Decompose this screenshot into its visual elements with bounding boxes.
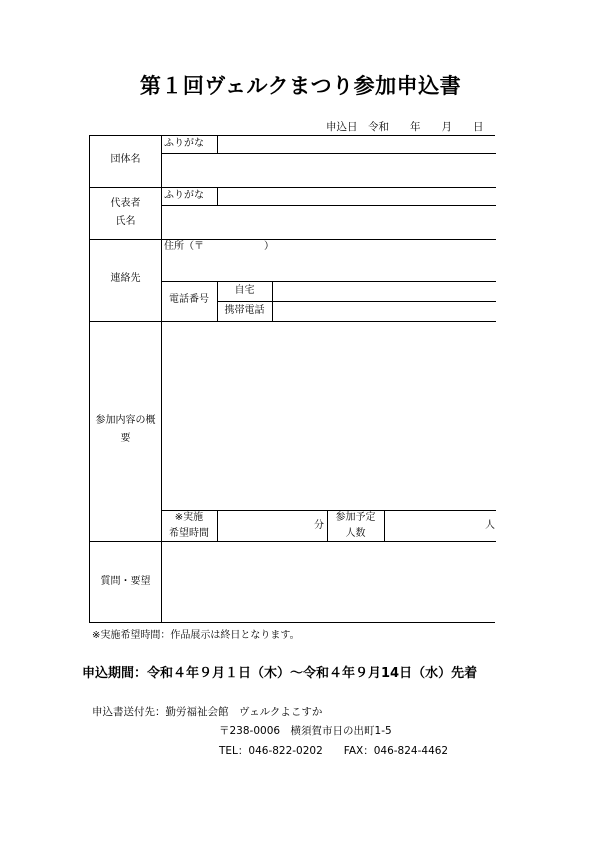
questions-label: 質問・要望 bbox=[100, 576, 151, 587]
time-label-cont: 希望時間 bbox=[169, 528, 209, 539]
divider bbox=[90, 239, 496, 240]
send-to-line-2: 〒238-0006 横須賀市日の出町1-5 bbox=[219, 725, 392, 737]
send-to-line-3: TEL：046-822-0202 FAX：046-824-4462 bbox=[219, 745, 449, 757]
representative-name-label: 氏名 bbox=[115, 216, 136, 227]
rep-name-field[interactable] bbox=[162, 206, 494, 238]
address-field[interactable] bbox=[162, 254, 494, 280]
summary-label: 参加内容の概 bbox=[95, 415, 156, 426]
group-furigana-field[interactable] bbox=[218, 136, 494, 153]
participants-label-cont: 人数 bbox=[345, 528, 366, 539]
time-note: ※実施希望時間：作品展示は終日となります。 bbox=[92, 630, 300, 641]
questions-field[interactable] bbox=[162, 542, 494, 621]
application-form bbox=[89, 135, 495, 623]
home-phone-label: 自宅 bbox=[234, 285, 255, 296]
application-period: 申込期間：令和４年９月１日（木）～令和４年９月14日（水）先着 bbox=[82, 666, 478, 681]
summary-field[interactable] bbox=[162, 322, 494, 509]
rep-furigana-field[interactable] bbox=[218, 188, 494, 205]
people-unit: 人 bbox=[485, 520, 495, 531]
mobile-phone-field[interactable] bbox=[273, 302, 494, 320]
mobile-phone-label: 携帯電話 bbox=[224, 305, 265, 316]
phone-label: 電話番号 bbox=[169, 294, 209, 305]
summary-label-cont: 要 bbox=[120, 433, 131, 444]
group-furigana-label: ふりがな bbox=[164, 138, 204, 149]
send-to-line-1: 申込書送付先：勤労福祉会館 ヴェルクよこすか bbox=[92, 706, 323, 718]
group-name-label: 団体名 bbox=[110, 154, 141, 165]
time-label: ※実施 bbox=[174, 512, 204, 523]
group-name-field[interactable] bbox=[162, 154, 494, 186]
address-label: 住所（〒 ） bbox=[164, 241, 274, 252]
home-phone-field[interactable] bbox=[273, 282, 494, 300]
minutes-unit: 分 bbox=[314, 520, 324, 531]
representative-label: 代表者 bbox=[110, 198, 141, 209]
contact-label: 連絡先 bbox=[110, 273, 141, 284]
rep-furigana-label: ふりがな bbox=[164, 190, 204, 201]
page-title: 第１回ヴェルクまつり参加申込書 bbox=[139, 74, 462, 98]
participants-field[interactable] bbox=[385, 511, 494, 540]
time-field[interactable] bbox=[218, 511, 323, 540]
participants-label: 参加予定 bbox=[335, 512, 376, 523]
application-date: 申込日 令和 年 月 日 bbox=[326, 121, 484, 133]
